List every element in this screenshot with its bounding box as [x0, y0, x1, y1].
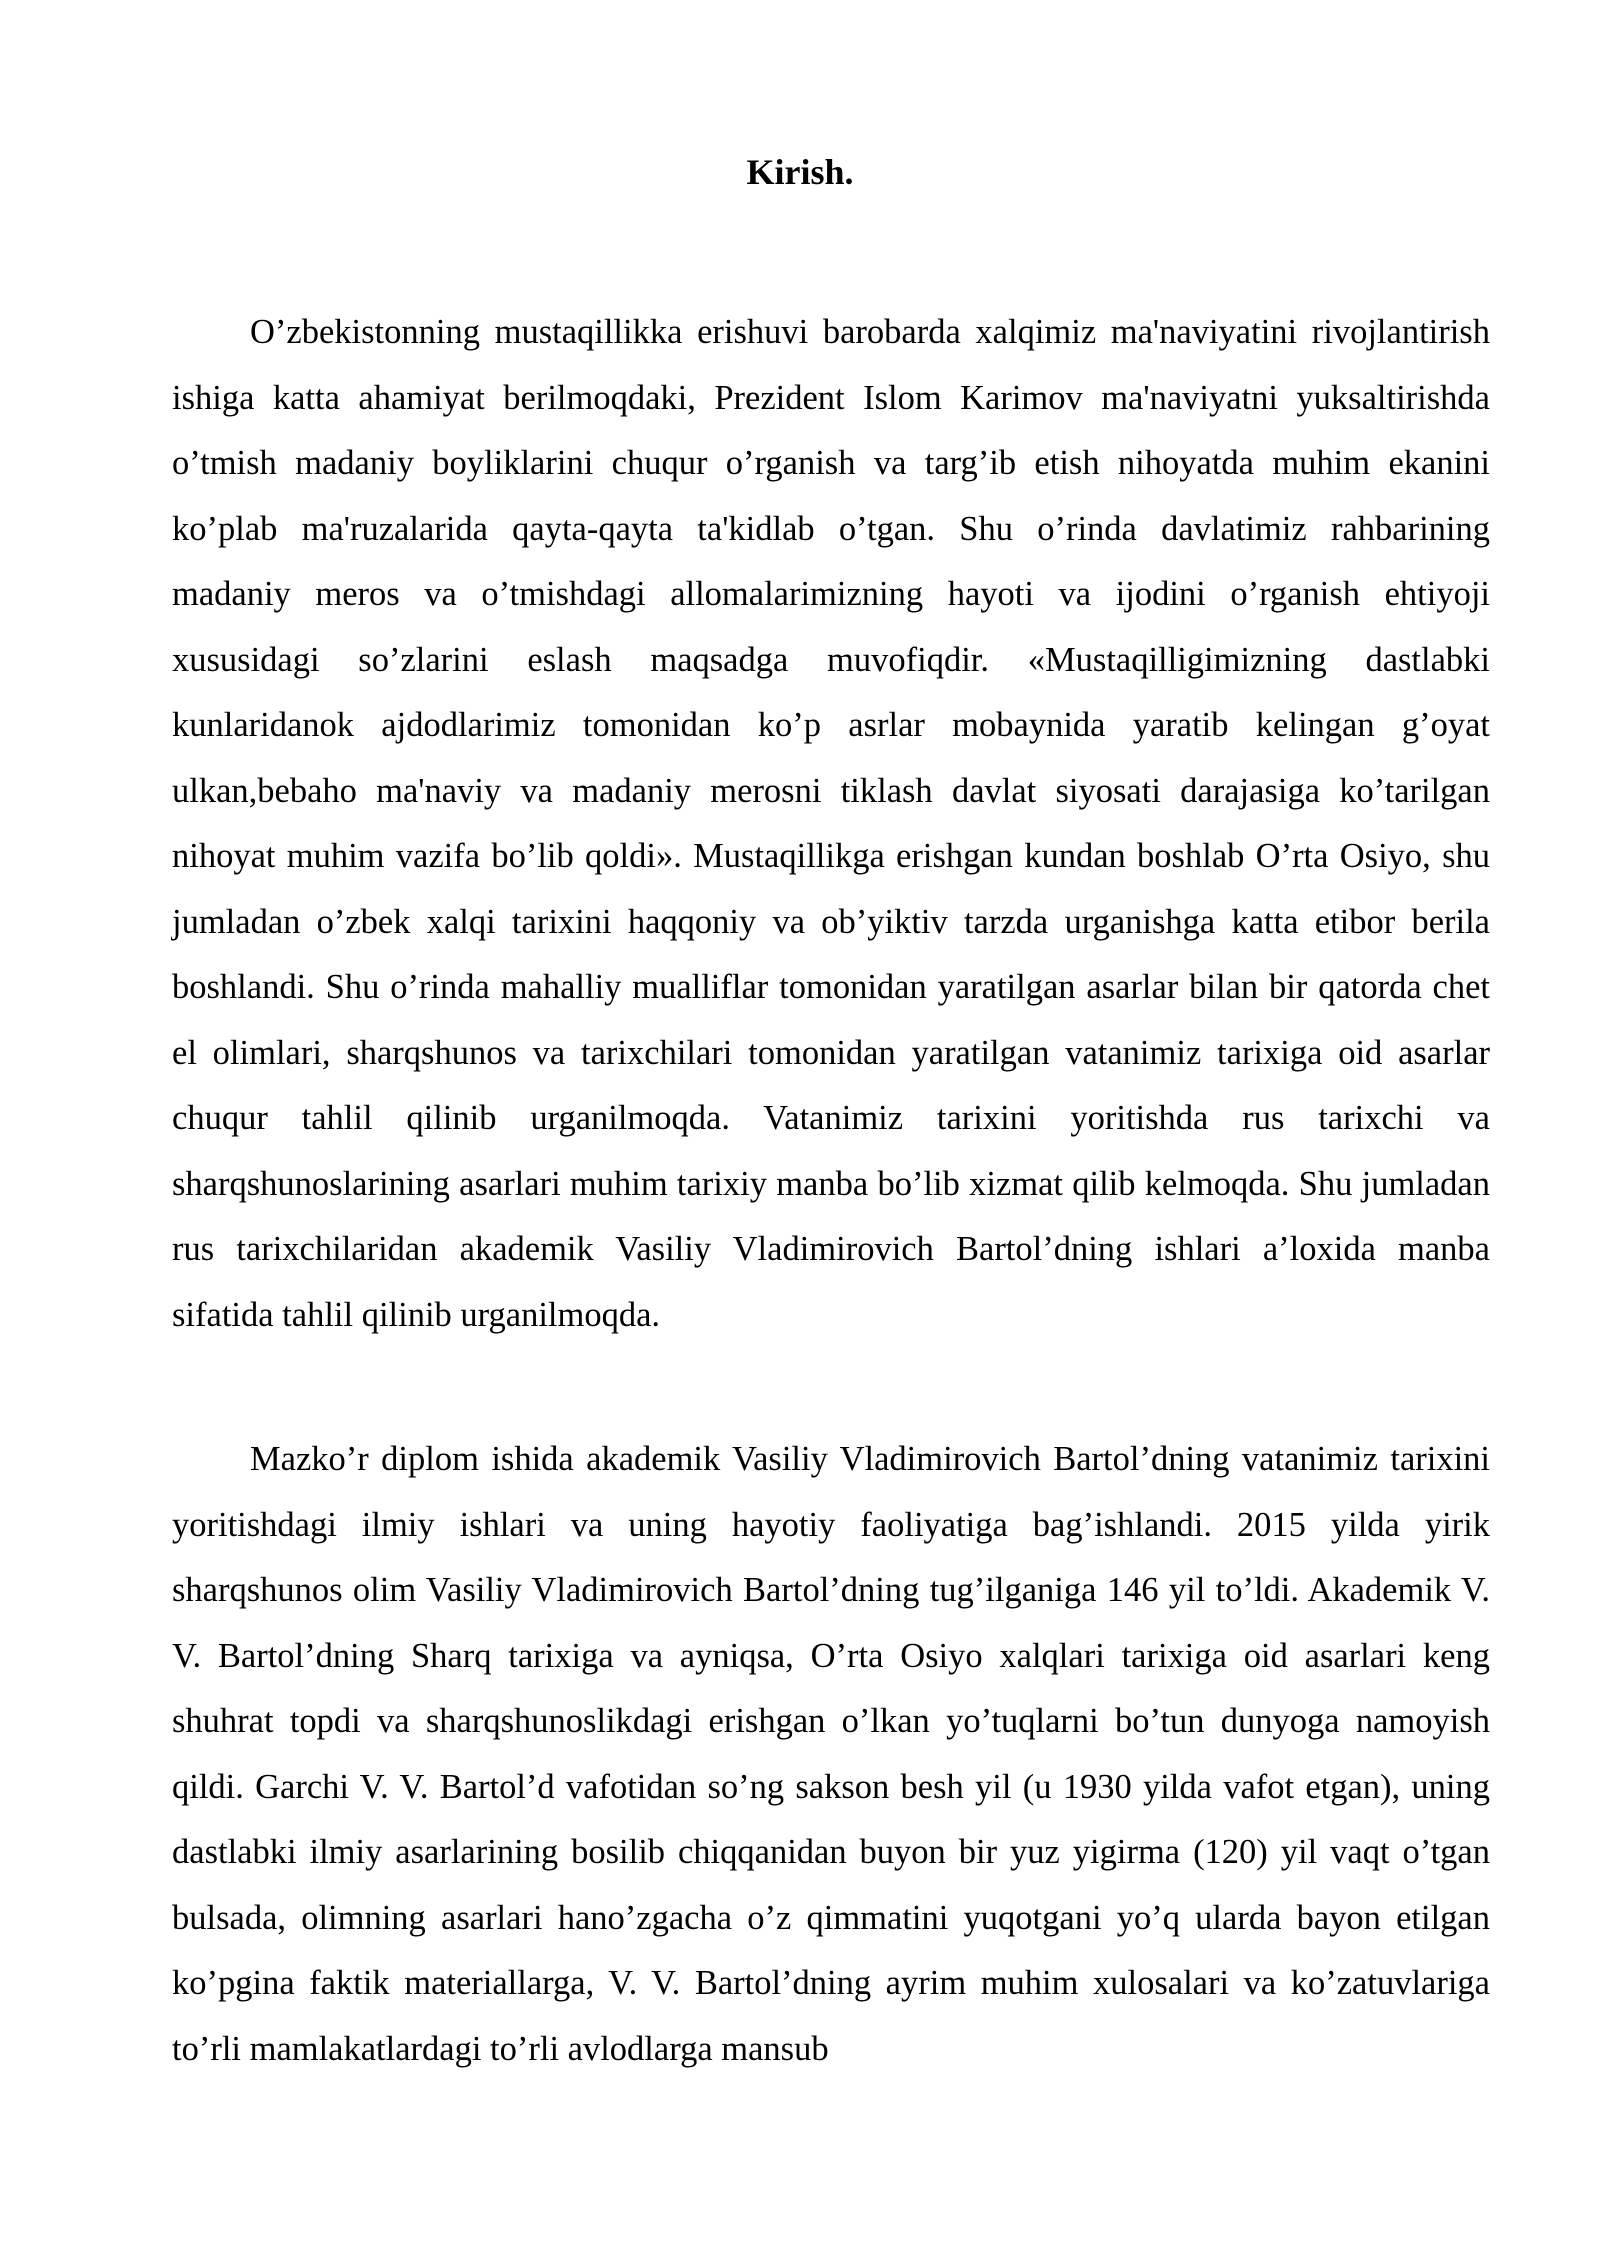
- paragraph-1: O’zbekistonning mustaqillikka erishuvi barobarda xalqimiz ma'naviyatini rivojlantirish ishiga katta ahamiyat berilmoqdaki, Prezident Islom Karimov ma'naviyatni yuksaltirishda o’tmish madaniy boyliklarini chuqur o’rganish va targ’ib etish nihoyatda muhim ekanini ko’plab ma'ruzalarida qayta-qayta ta'kidlab o’tgan. Shu o’rinda davlatimiz rahbarining madaniy meros va o’tmishdagi allomalarimizning hayoti va ijodini o’rganish ehtiyoji xususidagi so’zlarini eslash maqsadga muvofiqdir. «Mustaqilligimizning dastlabki kunlaridanok ajdodlarimiz tomonidan ko’p asrlar mobaynida yaratib kelingan g’oyat ulkan,bebaho ma'naviy va madaniy merosni tiklash davlat siyosati darajasiga ko’tarilgan nihoyat muhim vazifa bo’lib qoldi». Mustaqillikga erishgan kundan boshlab O’rta Osiyo, shu jumladan o’zbek xalqi tarixini haqqoniy va ob’yiktiv tarzda urganishga katta etibor berila boshlandi. Shu o’rinda mahalliy mualliflar tomonidan yaratilgan asarlar bilan bir qatorda chet el olimlari, sharqshunos va tarixchilari tomonidan yaratilgan vatanimiz tarixiga oid asarlar chuqur tahlil qilinib urganilmoqda. Vatanimiz tarixini yoritishda rus tarixchi va sharqshunoslarining asarlari muhim tarixiy manba bo’lib xizmat qilib kelmoqda. Shu jumladan rus tarixchilaridan akademik Vasiliy Vladimirovich Bartol’dning ishlari a’loxida manba sifatida tahlil qilinib urganilmoqda.: [172, 313, 1490, 1334]
- page-title: Kirish.: [746, 152, 854, 192]
- paragraph-2: Mazko’r diplom ishida akademik Vasiliy Vladimirovich Bartol’dning vatanimiz tarixini yoritishdagi ilmiy ishlari va uning hayotiy faoliyatiga bag’ishlandi. 2015 yilda yirik sharqshunos olim Vasiliy Vladimirovich Bartol’dning tug’ilganiga 146 yil to’ldi. Akademik V. V. Bartol’dning Sharq tarixiga va ayniqsa, O’rta Osiyo xalqlari tarixiga oid asarlari keng shuhrat topdi va sharqshunoslikdagi erishgan o’lkan yo’tuqlarni bo’tun dunyoga namoyish qildi. Garchi V. V. Bartol’d vafotidan so’ng sakson besh yil (u 1930 yilda vafot etgan), uning dastlabki ilmiy asarlarining bosilib chiqqanidan buyon bir yuz yigirma (120) yil vaqt o’tgan bulsada, olimning asarlari hano’zgacha o’z qimmatini yuqotgani yo’q ularda bayon etilgan ko’pgina faktik materiallarga, V. V. Bartol’dning ayrim muhim xulosalari va ko’zatuvlariga to’rli mamlakatlardagi to’rli avlodlarga mansub: [172, 1440, 1490, 2068]
